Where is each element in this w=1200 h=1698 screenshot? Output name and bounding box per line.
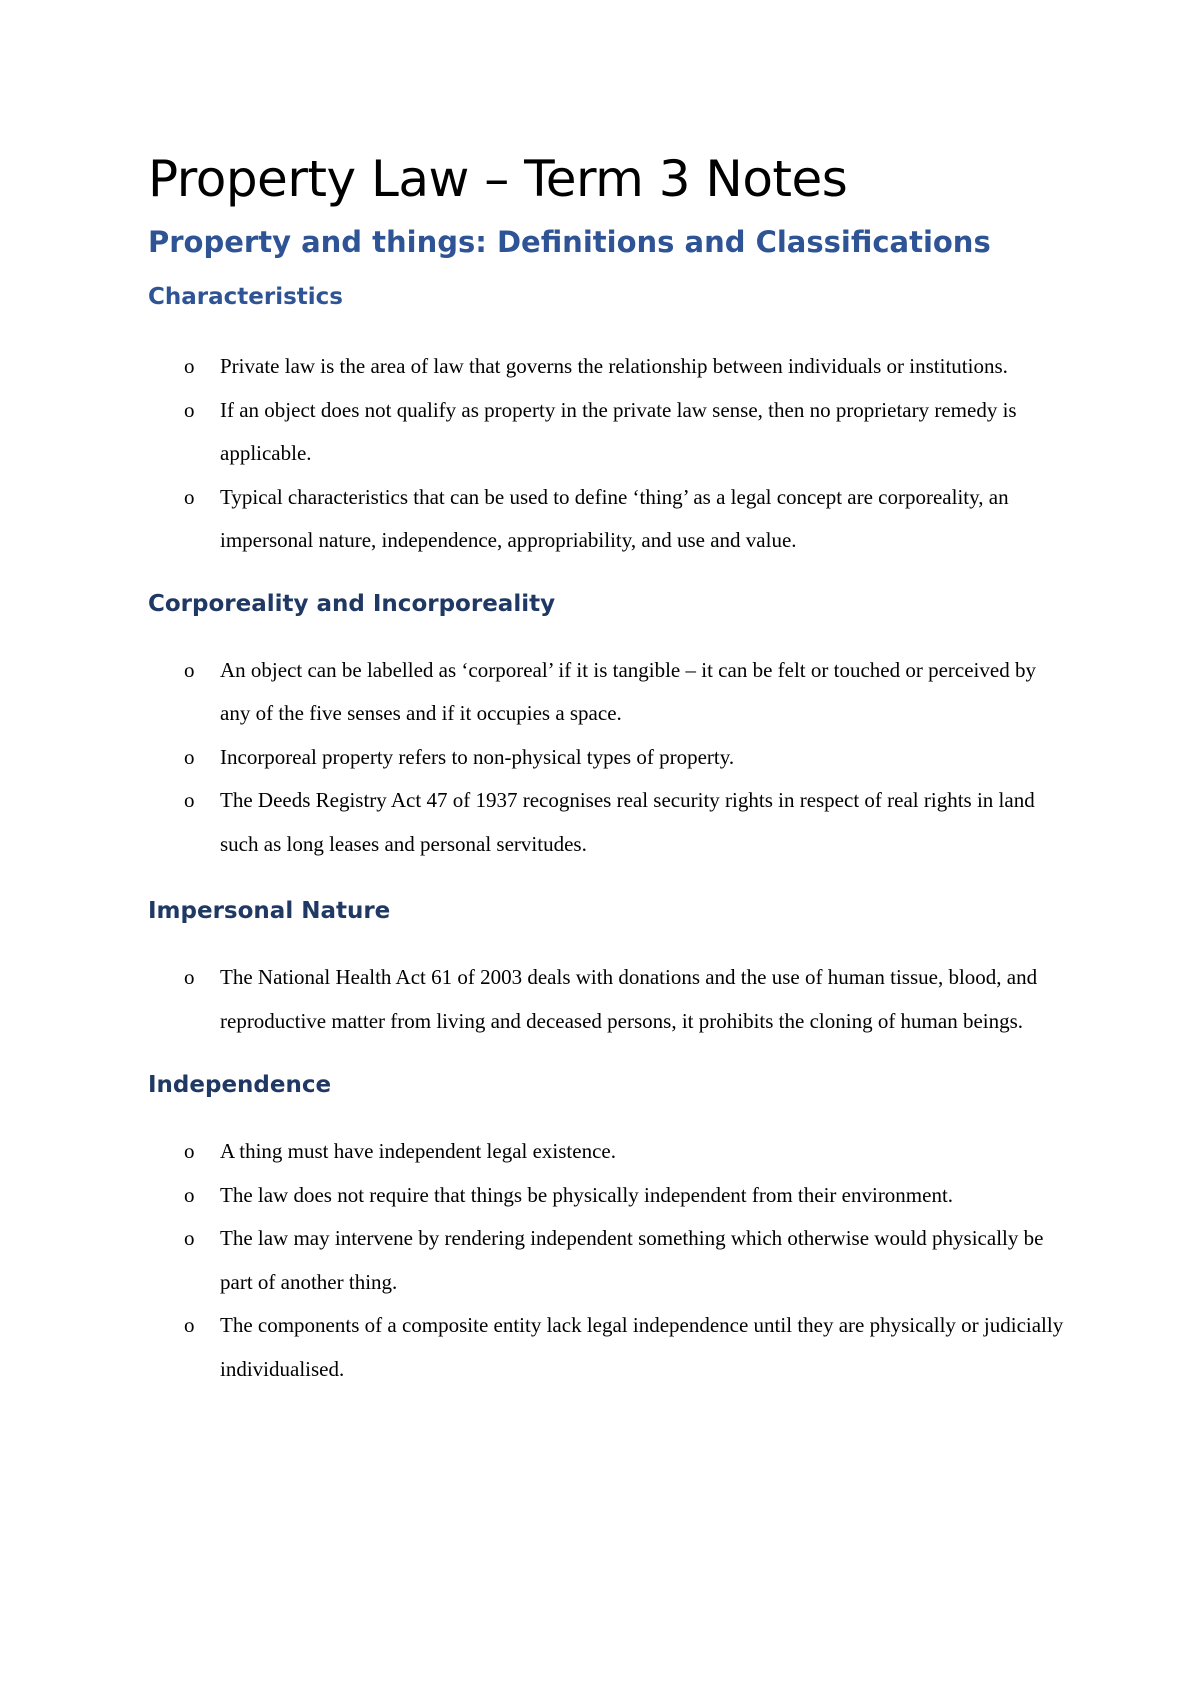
bullet-icon: o bbox=[184, 1182, 195, 1207]
list-item-text: An object can be labelled as ‘corporeal’ if it is tangible – it can be felt or touched or perceived by any of the five senses and if it occupies a space. bbox=[220, 657, 1036, 725]
list-item-text: The law does not require that things be physically independent from their environment. bbox=[220, 1182, 954, 1207]
list-item-text: The law may intervene by rendering independent something which otherwise would physically be part of another thing. bbox=[220, 1226, 1044, 1294]
section-heading-independence: Independence bbox=[148, 1072, 332, 1098]
document-body bbox=[148, 146, 1068, 1391]
bullet-icon: o bbox=[184, 1313, 195, 1337]
bullet-icon: o bbox=[184, 744, 195, 769]
list-item bbox=[148, 1217, 1068, 1304]
bullet-icon: o bbox=[184, 965, 195, 989]
document-title: Property Law – Term 3 Notes bbox=[148, 150, 848, 208]
list-item bbox=[148, 1174, 1068, 1218]
bullet-icon: o bbox=[184, 1226, 195, 1250]
list-item-text: Incorporeal property refers to non-physical types of property. bbox=[220, 744, 735, 769]
bullet-list-characteristics bbox=[148, 345, 1068, 563]
list-item-text: A thing must have independent legal existence. bbox=[220, 1139, 616, 1163]
list-item-text: Typical characteristics that can be used to define ‘thing’ as a legal concept are corporeality, an impersonal nature, independence, appropriability, and use and value. bbox=[220, 484, 1009, 552]
section-heading-corporeality: Corporeality and Incorporeality bbox=[148, 590, 556, 617]
document-subtitle: Property and things: Definitions and Classifications bbox=[148, 225, 991, 259]
bullet-icon: o bbox=[184, 788, 195, 812]
bullet-list-impersonal-nature bbox=[148, 956, 1068, 1043]
list-item bbox=[148, 649, 1068, 736]
list-item-text: The Deeds Registry Act 47 of 1937 recognises real security rights in respect of real rights in land such as long leases and personal servitudes. bbox=[220, 788, 1035, 856]
list-item-text: The components of a composite entity lack legal independence until they are physically or judicially individualised. bbox=[220, 1313, 1064, 1381]
list-item bbox=[148, 389, 1068, 476]
bullet-list-corporeality bbox=[148, 649, 1068, 867]
list-item bbox=[148, 1304, 1068, 1391]
bullet-icon: o bbox=[184, 484, 195, 509]
section-heading-characteristics: Characteristics bbox=[148, 284, 343, 310]
list-item bbox=[148, 476, 1068, 563]
bullet-icon: o bbox=[184, 354, 195, 378]
bullet-icon: o bbox=[184, 657, 195, 682]
list-item bbox=[148, 736, 1068, 780]
list-item bbox=[148, 1130, 1068, 1174]
list-item bbox=[148, 345, 1068, 389]
bullet-icon: o bbox=[184, 1139, 195, 1163]
bullet-icon: o bbox=[184, 397, 195, 422]
bullet-list-independence bbox=[148, 1130, 1068, 1391]
list-item-text: If an object does not qualify as property in the private law sense, then no proprietary remedy is applicable. bbox=[220, 397, 1017, 465]
list-item bbox=[148, 956, 1068, 1043]
list-item-text: Private law is the area of law that governs the relationship between individuals or institutions. bbox=[220, 354, 1008, 378]
section-heading-impersonal-nature: Impersonal Nature bbox=[148, 898, 391, 924]
list-item bbox=[148, 779, 1068, 866]
list-item-text: The National Health Act 61 of 2003 deals with donations and the use of human tissue, blood, and reproductive matter from living and deceased persons, it prohibits the cloning of human beings. bbox=[220, 965, 1038, 1033]
